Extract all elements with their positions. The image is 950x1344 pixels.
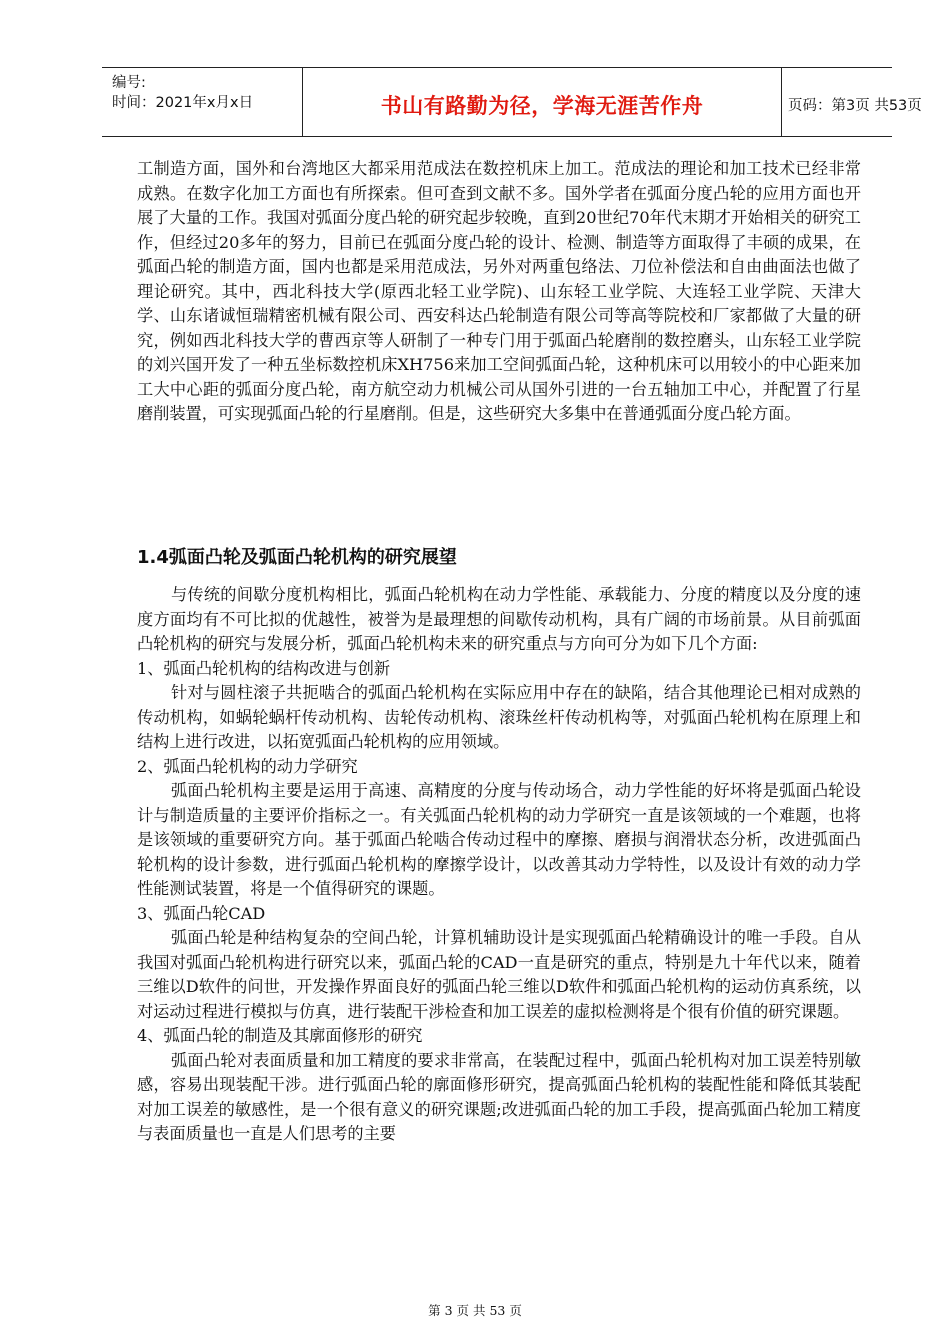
header-motto-cell xyxy=(302,68,782,136)
document-date-label: 时间：2021年x月x日 xyxy=(112,95,254,111)
research-item-text: 弧面凸轮对表面质量和加工精度的要求非常高，在装配过程中，弧面凸轮机构对加工误差特别敏感，容易出现装配干涉。进行弧面凸轮的廓面修形研究，提高弧面凸轮机构的装配性能和降低其装配对加工误差的敏感性，是一个很有意义的研究课题;改进弧面凸轮的加工手段，提高弧面凸轮加工精度与表面质量也一直是人们思考的主要 xyxy=(137,1050,861,1143)
research-item-text: 针对与圆柱滚子共扼啮合的弧面凸轮机构在实际应用中存在的缺陷，结合其他理论已相对成熟的传动机构，如蜗轮蜗杆传动机构、齿轮传动机构、滚珠丝杆传动机构等，对弧面凸轮机构在原理上和结构上进行改进，以拓宽弧面凸轮机构的应用领域。 xyxy=(137,683,861,751)
research-item-heading: 1、弧面凸轮机构的结构改进与创新 xyxy=(137,658,391,678)
research-item-text: 弧面凸轮机构主要是运用于高速、高精度的分度与传动场合，动力学性能的好坏将是弧面凸轮设计与制造质量的主要评价指标之一。有关弧面凸轮机构的动力学研究一直是该领域的一个难题，也将是该领域的重要研究方向。基于弧面凸轮啮合传动过程中的摩擦、磨损与润滑状态分析，改进弧面凸轮机构的设计参数，进行弧面凸轮机构的摩擦学设计，以改善其动力学特性，以及设计有效的动力学性能测试装置，将是一个值得研究的课题。 xyxy=(137,781,861,898)
section-body xyxy=(137,583,861,1147)
intro-block xyxy=(137,157,861,427)
research-item-heading: 3、弧面凸轮CAD xyxy=(137,903,266,923)
header-motto: 书山有路勤为径，学海无涯苦作舟 xyxy=(380,94,704,118)
header-meta-cell xyxy=(102,68,302,136)
intro-paragraph: 工制造方面，国外和台湾地区大都采用范成法在数控机床上加工。范成法的理论和加工技术已经非常成熟。在数字化加工方面也有所探索。但可查到文献不多。国外学者在弧面分度凸轮的应用方面也开展了大量的工作。我国对弧面分度凸轮的研究起步较晚，直到20世纪70年代末期才开始相关的研究工作，但经过20多年的努力，目前已在弧面分度凸轮的设计、检测、制造等方面取得了丰硕的成果，在弧面凸轮的制造方面，国内也都是采用范成法，另外对两重包络法、刀位补偿法和自由曲面法也做了理论研究。其中，西北科技大学(原西北轻工业学院)、山东轻工业学院、大连轻工业学院、天津大学、山东诸诚恒瑞精密机械有限公司、西安科达凸轮制造有限公司等高等院校和厂家都做了大量的研究，例如西北科技大学的曹西京等人研制了一种专门用于弧面凸轮磨削的数控磨头，山东轻工业学院的刘兴国开发了一种五坐标数控机床XH756来加工空间弧面凸轮，这种机床可以用较小的中心距来加工大中心距的弧面分度凸轮，南方航空动力机械公司从国外引进的一台五轴加工中心，并配置了行星磨削装置，可实现弧面凸轮的行星磨削。但是，这些研究大多集中在普通弧面分度凸轮方面。 xyxy=(137,159,861,423)
section-lead-paragraph: 与传统的间歇分度机构相比，弧面凸轮机构在动力学性能、承载能力、分度的精度以及分度的速度方面均有不可比拟的优越性，被誉为是最理想的间歇传动机构，具有广阔的市场前景。从目前弧面凸轮机构的研究与发展分析，弧面凸轮机构未来的研究重点与方向可分为如下几个方面: xyxy=(137,585,861,653)
header-page-cell xyxy=(782,68,922,136)
research-item-text: 弧面凸轮是种结构复杂的空间凸轮，计算机辅助设计是实现弧面凸轮精确设计的唯一手段。自从我国对弧面凸轮机构进行研究以来，弧面凸轮的CAD一直是研究的重点，特别是九十年代以来，随着三维以D软件的问世，开发操作界面良好的弧面凸轮三维以D软件和弧面凸轮机构的运动仿真系统，以对运动过程进行模拟与仿真，进行装配干涉检查和加工误差的虚拟检测将是个很有价值的研究课题。 xyxy=(137,928,861,1021)
document-number-label: 编号: xyxy=(112,75,146,91)
header-page-number: 页码：第3页 共53页 xyxy=(788,98,922,114)
research-item-heading: 4、弧面凸轮的制造及其廓面修形的研究 xyxy=(137,1026,423,1045)
page-header xyxy=(102,67,922,137)
page-footer: 第 3 页 共 53 页 xyxy=(428,1303,522,1318)
section-title: 1.4弧面凸轮及弧面凸轮机构的研究展望 xyxy=(137,547,457,568)
section-block xyxy=(137,545,861,571)
research-item-heading: 2、弧面凸轮机构的动力学研究 xyxy=(137,756,358,776)
